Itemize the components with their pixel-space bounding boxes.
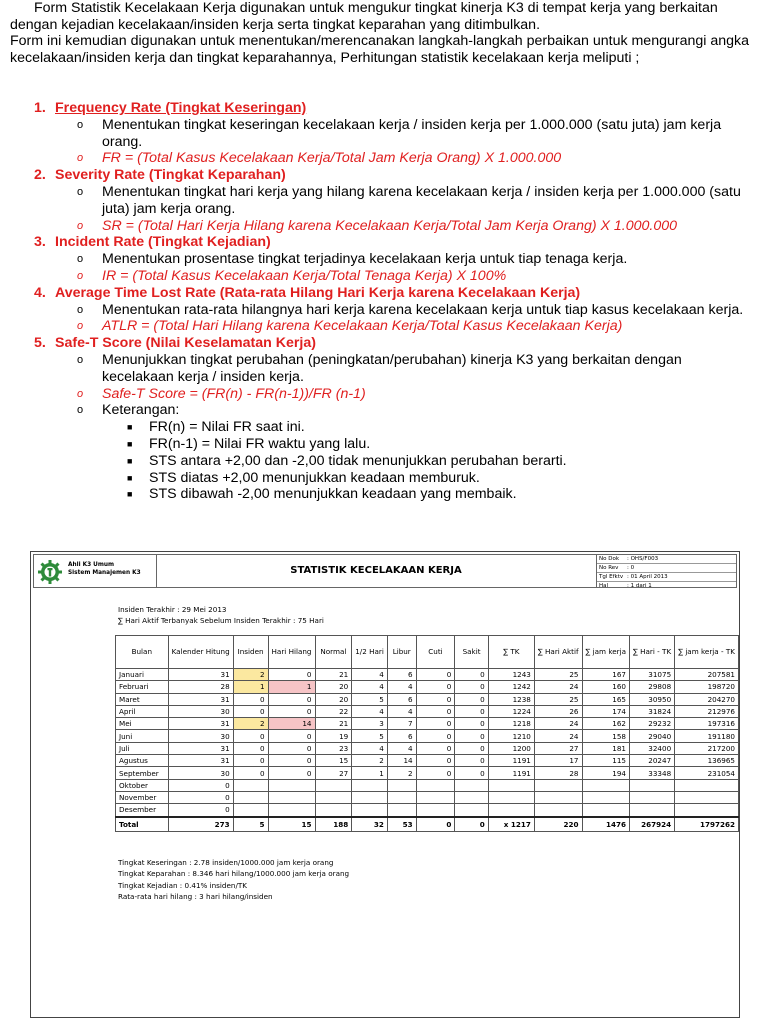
table-cell: 2 — [352, 755, 388, 767]
table-cell — [675, 791, 739, 803]
table-cell: 181 — [582, 742, 630, 754]
note-item: ■ STS antara +2,00 dan -2,00 tidak menunjukkan perubahan berarti. — [127, 452, 567, 469]
table-cell: 25 — [534, 693, 582, 705]
note-item: ■ STS diatas +2,00 menunjukkan keadaan memburuk. — [127, 469, 480, 486]
org-line-2: Sistem Manajemen K3 — [68, 570, 141, 576]
table-cell: 0 — [416, 767, 455, 779]
table-cell: 0 — [233, 755, 268, 767]
section-title-text: Safe-T Score (Nilai Keselamatan Kerja) — [55, 335, 316, 352]
table-cell: 0 — [416, 730, 455, 742]
section-title-text: Incident Rate (Tingkat Kejadian) — [55, 234, 271, 251]
table-cell: 0 — [233, 767, 268, 779]
table-cell — [630, 779, 675, 791]
intro-paragraph-2: Form ini kemudian digunakan untuk menentukan/merencanakan langkah-langkah perbaikan untuk mengurangi angka kecelakaan/insiden kerja dan tingkat keparahannya, Perhitungan statistik kecelakaan kerja meliputi ; — [10, 33, 750, 66]
table-cell: 267924 — [630, 817, 675, 832]
table-cell: 207581 — [675, 669, 739, 681]
table-cell: 6 — [387, 730, 416, 742]
form-summary — [118, 857, 349, 902]
table-cell — [416, 804, 455, 817]
table-cell — [416, 779, 455, 791]
table-row — [116, 755, 739, 767]
table-cell: 53 — [387, 817, 416, 832]
table-cell: 17 — [534, 755, 582, 767]
table-cell: 0 — [455, 767, 488, 779]
bullet-circle-icon: o — [77, 269, 84, 282]
bullet-square-icon: ■ — [127, 489, 133, 500]
table-row — [116, 767, 739, 779]
table-row — [116, 693, 739, 705]
section-title-frequency-rate — [0, 100, 768, 117]
table-cell: 1191 — [488, 767, 534, 779]
table-cell: 1 — [268, 681, 315, 693]
table-cell: 33348 — [630, 767, 675, 779]
bullet-circle-icon: o — [77, 253, 84, 266]
table-cell: 31 — [168, 742, 233, 754]
table-cell — [455, 779, 488, 791]
statistics-table — [115, 635, 739, 832]
table-cell: 1200 — [488, 742, 534, 754]
column-header: Kalender Hitung — [168, 636, 233, 669]
section-title-text: Severity Rate (Tingkat Keparahan) — [55, 167, 286, 184]
table-cell: 220 — [534, 817, 582, 832]
note-item: ■ FR(n) = Nilai FR saat ini. — [127, 419, 305, 436]
table-cell: 30 — [168, 767, 233, 779]
note-label: o Keterangan: — [77, 402, 180, 419]
table-row — [116, 730, 739, 742]
section-number: 2. — [34, 167, 46, 184]
bullet-circle-icon: o — [77, 387, 84, 400]
table-cell: Juni — [116, 730, 169, 742]
table-cell: 15 — [315, 755, 352, 767]
section-description: o Menentukan tingkat hari kerja yang hilang karena kecelakaan kerja / insiden kerja per 1.000.000 (satu juta) jam kerja orang. — [77, 183, 741, 217]
table-cell: 1797262 — [675, 817, 739, 832]
form-header — [33, 554, 737, 588]
note-item: ■ FR(n-1) = Nilai FR waktu yang lalu. — [127, 435, 371, 452]
bullet-circle-icon: o — [77, 404, 84, 417]
column-header: ∑ Hari Aktif — [534, 636, 582, 669]
summary-avg-days-lost: Rata-rata hari hilang : 3 hari hilang/insiden — [118, 891, 273, 901]
section-description: o Menentukan prosentase tingkat terjadinya kecelakaan kerja untuk tiap tenaga kerja. — [77, 251, 628, 268]
bullet-circle-icon: o — [77, 320, 84, 333]
meta-row: Hal : 1 dari 1 — [599, 583, 652, 589]
table-cell — [268, 779, 315, 791]
table-cell: 0 — [416, 817, 455, 832]
table-cell: 20247 — [630, 755, 675, 767]
table-cell: Desember — [116, 804, 169, 817]
table-row — [116, 779, 739, 791]
table-cell: 231054 — [675, 767, 739, 779]
column-header: Cuti — [416, 636, 455, 669]
table-cell: 1218 — [488, 718, 534, 730]
table-header-row — [116, 636, 739, 669]
summary-incident: Tingkat Kejadian : 0.41% insiden/TK — [118, 880, 247, 890]
section-title-average-time-lost-rate — [0, 285, 768, 302]
table-cell: 4 — [352, 705, 388, 717]
table-cell: 0 — [416, 681, 455, 693]
table-cell: 24 — [534, 718, 582, 730]
table-cell: 0 — [416, 755, 455, 767]
section-formula: o SR = (Total Hari Kerja Hilang karena Kecelakaan Kerja/Total Jam Kerja Orang) X 1.000.000 — [77, 217, 678, 234]
section-title-incident-rate — [0, 234, 768, 251]
table-cell: 31824 — [630, 705, 675, 717]
statistik-form-image — [30, 551, 740, 1018]
table-cell: 29040 — [630, 730, 675, 742]
table-cell: 0 — [233, 693, 268, 705]
table-cell: 5 — [352, 730, 388, 742]
table-cell: 22 — [315, 705, 352, 717]
table-row — [116, 718, 739, 730]
table-cell: 4 — [352, 669, 388, 681]
table-cell: 15 — [268, 817, 315, 832]
table-cell — [387, 791, 416, 803]
intro — [10, 0, 762, 66]
column-header: 1/2 Hari — [352, 636, 388, 669]
table-cell: 0 — [455, 730, 488, 742]
table-cell — [352, 779, 388, 791]
bullet-circle-icon: o — [77, 152, 84, 165]
table-cell — [315, 804, 352, 817]
table-cell: November — [116, 791, 169, 803]
table-cell: 30950 — [630, 693, 675, 705]
table-cell: 21 — [315, 669, 352, 681]
table-cell — [675, 804, 739, 817]
section-number: 3. — [34, 234, 46, 251]
column-header: Insiden — [233, 636, 268, 669]
form-meta — [597, 555, 736, 590]
table-cell: 20 — [315, 693, 352, 705]
bullet-circle-icon: o — [77, 118, 84, 131]
table-row — [116, 669, 739, 681]
table-cell: 31 — [168, 669, 233, 681]
section-title-text: Average Time Lost Rate (Rata-rata Hilang Hari Kerja karena Kecelakaan Kerja) — [55, 284, 581, 301]
table-cell: 0 — [416, 669, 455, 681]
table-cell: 160 — [582, 681, 630, 693]
table-cell: Oktober — [116, 779, 169, 791]
table-cell: 204270 — [675, 693, 739, 705]
table-cell: 0 — [455, 681, 488, 693]
meta-row: Tgl Efktv : 01 April 2013 — [597, 573, 736, 582]
table-cell: 158 — [582, 730, 630, 742]
section-title-text: Frequency Rate (Tingkat Keseringan) — [55, 100, 307, 116]
summary-frequency: Tingkat Keseringan : 2.78 insiden/1000.000 jam kerja orang — [118, 858, 334, 867]
table-cell: 32400 — [630, 742, 675, 754]
section-formula: o ATLR = (Total Hari Hilang karena Kecelakaan Kerja/Total Kasus Kecelakaan Kerja) — [77, 318, 623, 335]
section-number: 5. — [34, 335, 46, 352]
table-cell: 174 — [582, 705, 630, 717]
table-cell: 198720 — [675, 681, 739, 693]
bullet-square-icon: ■ — [127, 455, 133, 466]
table-cell: 0 — [416, 693, 455, 705]
table-cell: 0 — [233, 705, 268, 717]
table-row — [116, 742, 739, 754]
column-header: ∑ jam kerja - TK — [675, 636, 739, 669]
table-cell: 31 — [168, 718, 233, 730]
table-cell — [416, 791, 455, 803]
table-cell: 2 — [387, 767, 416, 779]
table-cell: 188 — [315, 817, 352, 832]
table-cell: Februari — [116, 681, 169, 693]
table-cell: 1210 — [488, 730, 534, 742]
table-cell: x 1217 — [488, 817, 534, 832]
table-cell: 0 — [168, 779, 233, 791]
table-cell — [582, 791, 630, 803]
column-header: Hari Hilang — [268, 636, 315, 669]
summary-severity: Tingkat Keparahan : 8.346 hari hilang/1000.000 jam kerja orang — [118, 869, 350, 879]
table-cell: 0 — [455, 817, 488, 832]
column-header: ∑ TK — [488, 636, 534, 669]
table-cell: 29232 — [630, 718, 675, 730]
table-cell: 0 — [233, 742, 268, 754]
table-cell: 26 — [534, 705, 582, 717]
rate-list — [0, 100, 768, 503]
table-cell — [387, 804, 416, 817]
table-cell: 0 — [455, 755, 488, 767]
table-cell: 14 — [387, 755, 416, 767]
table-cell: 0 — [168, 804, 233, 817]
table-cell: 0 — [268, 755, 315, 767]
table-cell: 0 — [455, 669, 488, 681]
table-cell — [675, 779, 739, 791]
section-description: o Menentukan rata-rata hilangnya hari kerja karena kecelakaan kerja untuk tiap kasus kecelakaan kerja. — [77, 301, 744, 318]
table-cell: 0 — [168, 791, 233, 803]
table-cell: April — [116, 705, 169, 717]
section-number: 4. — [34, 284, 46, 301]
table-row — [116, 791, 739, 803]
bullet-circle-icon: o — [77, 219, 84, 232]
table-cell: 28 — [534, 767, 582, 779]
table-cell: 0 — [268, 693, 315, 705]
table-cell: 0 — [268, 767, 315, 779]
bullet-circle-icon: o — [77, 185, 84, 198]
column-header: Libur — [387, 636, 416, 669]
table-cell — [352, 804, 388, 817]
table-cell: 0 — [268, 742, 315, 754]
table-cell: 24 — [534, 681, 582, 693]
table-cell — [488, 804, 534, 817]
table-cell: 194 — [582, 767, 630, 779]
table-cell: 5 — [233, 817, 268, 832]
table-cell: 0 — [455, 693, 488, 705]
table-cell — [582, 804, 630, 817]
table-cell: 1 — [233, 681, 268, 693]
table-cell: 21 — [315, 718, 352, 730]
table-cell: 30 — [168, 705, 233, 717]
table-cell: 0 — [455, 718, 488, 730]
meta-row: No Rev : 0 — [597, 564, 736, 573]
bullet-square-icon: ■ — [127, 438, 133, 449]
table-cell: 25 — [534, 669, 582, 681]
table-cell — [233, 791, 268, 803]
table-cell: 0 — [268, 669, 315, 681]
table-cell: 27 — [534, 742, 582, 754]
section-number: 1. — [34, 100, 46, 116]
table-cell: 4 — [387, 705, 416, 717]
table-cell — [352, 791, 388, 803]
bullet-circle-icon: o — [77, 353, 84, 366]
table-cell: 217200 — [675, 742, 739, 754]
table-cell: 32 — [352, 817, 388, 832]
table-cell: 0 — [455, 742, 488, 754]
section-description: o Menentukan tingkat keseringan kecelakaan kerja / insiden kerja per 1.000.000 (satu juta) jam kerja orang. — [77, 116, 722, 150]
table-cell: 28 — [168, 681, 233, 693]
meta-row: No Dok : OHS/F003 — [597, 555, 736, 564]
table-cell: 115 — [582, 755, 630, 767]
table-cell — [534, 791, 582, 803]
table-row — [116, 705, 739, 717]
table-cell: 162 — [582, 718, 630, 730]
section-title-safe-t-score — [0, 335, 768, 352]
table-cell — [488, 779, 534, 791]
bullet-square-icon: ■ — [127, 472, 133, 483]
table-cell: 165 — [582, 693, 630, 705]
column-header: Normal — [315, 636, 352, 669]
column-header: ∑ Hari - TK — [630, 636, 675, 669]
bullet-square-icon: ■ — [127, 422, 133, 433]
table-cell: 212976 — [675, 705, 739, 717]
table-cell: Total — [116, 817, 169, 832]
table-cell: 0 — [268, 705, 315, 717]
table-cell: Agustus — [116, 755, 169, 767]
table-cell: 0 — [268, 730, 315, 742]
table-cell: 1238 — [488, 693, 534, 705]
table-cell: 1191 — [488, 755, 534, 767]
table-cell: 20 — [315, 681, 352, 693]
table-cell: Juli — [116, 742, 169, 754]
table-cell: Maret — [116, 693, 169, 705]
max-active-days: ∑ Hari Aktif Terbanyak Sebelum Insiden Terakhir : 75 Hari — [118, 616, 324, 625]
table-cell: 30 — [168, 730, 233, 742]
table-cell: 273 — [168, 817, 233, 832]
table-cell: 14 — [268, 718, 315, 730]
table-cell — [315, 791, 352, 803]
column-header: ∑ jam kerja — [582, 636, 630, 669]
table-cell: 2 — [233, 669, 268, 681]
section-title-severity-rate — [0, 167, 768, 184]
table-row — [116, 804, 739, 817]
table-cell: 6 — [387, 693, 416, 705]
table-cell — [315, 779, 352, 791]
table-cell: 31 — [168, 693, 233, 705]
table-cell: 4 — [387, 681, 416, 693]
section-formula: o Safe-T Score = (FR(n) - FR(n-1))/FR (n-1) — [77, 385, 366, 402]
table-cell: 4 — [352, 742, 388, 754]
table-cell: 1242 — [488, 681, 534, 693]
table-cell: 0 — [233, 730, 268, 742]
table-cell: 19 — [315, 730, 352, 742]
table-cell — [233, 804, 268, 817]
section-description: o Menunjukkan tingkat perubahan (peningkatan/perubahan) kinerja K3 yang berkaitan dengan kecelakaan kerja / insiden kerja. — [77, 351, 682, 385]
table-cell — [455, 804, 488, 817]
table-cell: 29808 — [630, 681, 675, 693]
table-cell — [582, 779, 630, 791]
total-row — [116, 817, 739, 832]
table-cell: 136965 — [675, 755, 739, 767]
table-cell: Mei — [116, 718, 169, 730]
table-cell: 1243 — [488, 669, 534, 681]
table-cell — [630, 804, 675, 817]
table-cell: 197316 — [675, 718, 739, 730]
table-cell — [387, 779, 416, 791]
table-cell: 191180 — [675, 730, 739, 742]
form-org — [68, 561, 141, 577]
column-header: Bulan — [116, 636, 169, 669]
column-header: Sakit — [455, 636, 488, 669]
table-cell: 1476 — [582, 817, 630, 832]
table-cell: 0 — [455, 705, 488, 717]
table-cell — [534, 779, 582, 791]
table-cell: 4 — [387, 742, 416, 754]
table-cell — [534, 804, 582, 817]
bullet-circle-icon: o — [77, 303, 84, 316]
table-cell: 167 — [582, 669, 630, 681]
table-cell — [630, 791, 675, 803]
table-cell — [455, 791, 488, 803]
table-cell: 0 — [416, 742, 455, 754]
table-cell: 24 — [534, 730, 582, 742]
k3-gear-logo-icon — [37, 559, 63, 585]
intro-paragraph-1: Form Statistik Kecelakaan Kerja digunakan untuk mengukur tingkat kinerja K3 di tempat kerja yang berkaitan dengan kejadian kecelakaan/insiden kerja serta tingkat keparahan yang ditimbulkan. — [10, 0, 718, 33]
table-row — [116, 681, 739, 693]
table-cell: 31 — [168, 755, 233, 767]
form-info — [118, 604, 324, 626]
table-cell: 6 — [387, 669, 416, 681]
table-cell: 31075 — [630, 669, 675, 681]
table-cell: 5 — [352, 693, 388, 705]
table-cell: 23 — [315, 742, 352, 754]
table-cell: 0 — [416, 705, 455, 717]
table-cell: 1 — [352, 767, 388, 779]
table-cell: 27 — [315, 767, 352, 779]
table-cell: 2 — [233, 718, 268, 730]
table-cell: 1224 — [488, 705, 534, 717]
table-cell — [488, 791, 534, 803]
last-incident: Insiden Terakhir : 29 Mei 2013 — [118, 605, 227, 614]
table-cell: 7 — [387, 718, 416, 730]
table-cell: 4 — [352, 681, 388, 693]
table-cell: Januari — [116, 669, 169, 681]
table-cell: September — [116, 767, 169, 779]
table-cell — [268, 804, 315, 817]
form-title: STATISTIK KECELAKAAN KERJA — [290, 565, 462, 576]
table-cell: 0 — [416, 718, 455, 730]
org-line-1: Ahli K3 Umum — [68, 562, 115, 568]
section-formula: o IR = (Total Kasus Kecelakaan Kerja/Total Tenaga Kerja) X 100% — [77, 267, 507, 284]
table-cell — [233, 779, 268, 791]
table-cell: 3 — [352, 718, 388, 730]
table-cell — [268, 791, 315, 803]
section-formula: o FR = (Total Kasus Kecelakaan Kerja/Total Jam Kerja Orang) X 1.000.000 — [77, 150, 562, 167]
note-item: ■ STS dibawah -2,00 menunjukkan keadaan yang membaik. — [127, 486, 517, 503]
